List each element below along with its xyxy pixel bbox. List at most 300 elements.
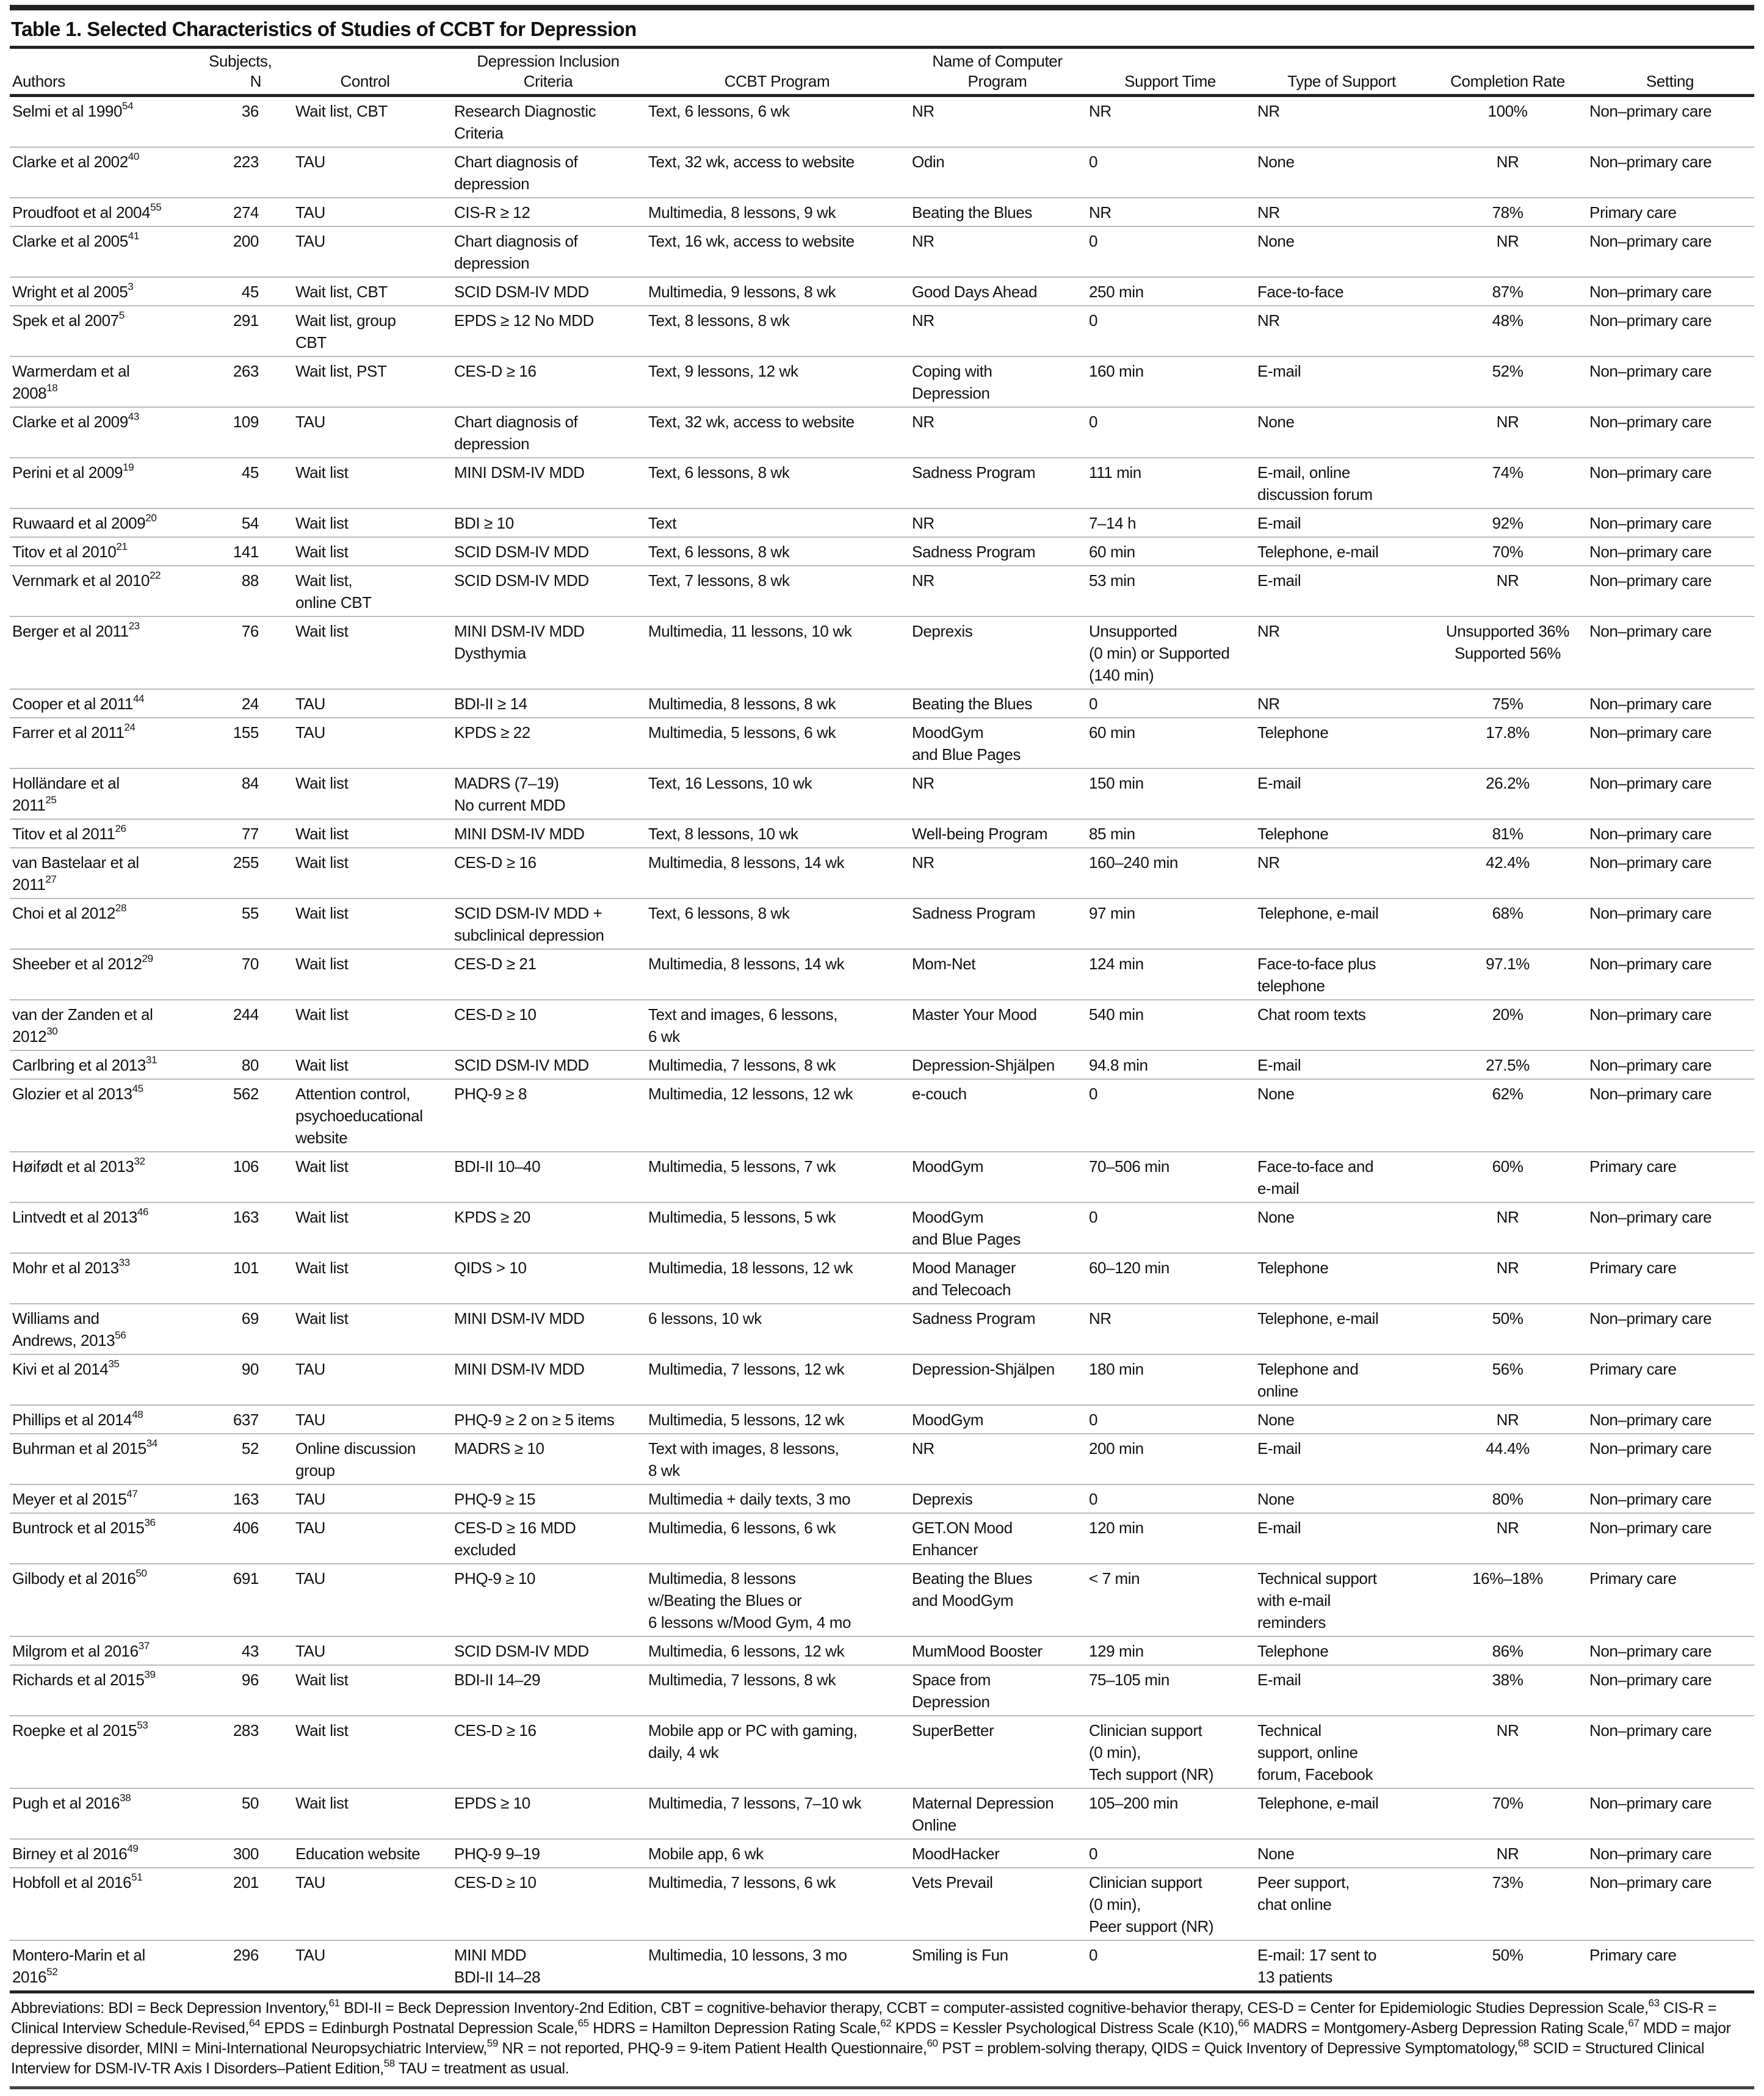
program-name-cell: Sadness Program	[909, 458, 1086, 508]
ccbt-program-cell: Mobile app, 6 wk	[646, 1839, 909, 1868]
author-name: Gilbody et al 2016	[12, 1569, 136, 1588]
authors-cell	[10, 1839, 206, 1868]
control-cell: Wait list	[280, 458, 452, 508]
reference-number: 23	[128, 620, 140, 632]
footnote-text: KPDS = Kessler Psychological Distress Scale (K10),	[891, 2020, 1238, 2037]
support-type-cell: Face-to-face	[1255, 277, 1430, 306]
authors-cell	[10, 1434, 206, 1484]
support-time-cell: 0	[1086, 407, 1255, 458]
setting-cell: Primary care	[1587, 1152, 1754, 1202]
ccbt-program-cell: Multimedia, 6 lessons, 6 wk	[646, 1513, 909, 1564]
support-time-cell: < 7 min	[1086, 1564, 1255, 1636]
support-time-cell: 129 min	[1086, 1636, 1255, 1665]
reference-number: 44	[132, 693, 145, 705]
control-cell: Wait list, PST	[280, 356, 452, 407]
subjects-n-cell: 223	[206, 147, 280, 198]
authors-cell	[10, 96, 206, 148]
support-time-cell: 53 min	[1086, 566, 1255, 616]
inclusion-criteria-cell: SCID DSM-IV MDD + subclinical depression	[452, 898, 646, 949]
reference-number: 19	[123, 461, 134, 474]
control-cell: TAU	[280, 1868, 452, 1940]
top-rule	[10, 5, 1754, 10]
ccbt-program-cell: Text with images, 8 lessons, 8 wk	[646, 1434, 909, 1484]
inclusion-criteria-cell: EPDS ≥ 10	[452, 1788, 646, 1839]
support-time-cell: 0	[1086, 147, 1255, 198]
author-name: Titov et al 2010	[12, 543, 117, 561]
completion-rate-cell: Unsupported 36% Supported 56%	[1430, 616, 1587, 689]
authors-cell	[10, 1636, 206, 1665]
ccbt-program-cell: Multimedia, 11 lessons, 10 wk	[646, 616, 909, 689]
setting-cell: Non–primary care	[1587, 1788, 1754, 1839]
support-type-cell: Telephone	[1255, 1636, 1430, 1665]
inclusion-criteria-cell: BDI-II 10–40	[452, 1152, 646, 1202]
subjects-n-cell: 255	[206, 848, 280, 898]
control-cell: TAU	[280, 147, 452, 198]
authors-cell	[10, 1868, 206, 1940]
author-name: Williams and Andrews, 2013	[12, 1309, 115, 1350]
author-name: Montero-Marin et al 2016	[12, 1946, 145, 1986]
author-name: Clarke et al 2009	[12, 413, 128, 431]
inclusion-criteria-cell: BDI-II 14–29	[452, 1665, 646, 1716]
subjects-n-cell: 88	[206, 566, 280, 616]
subjects-n-cell: 69	[206, 1304, 280, 1354]
ccbt-program-cell: Multimedia, 8 lessons, 9 wk	[646, 198, 909, 226]
table-row	[10, 147, 1754, 198]
authors-cell	[10, 277, 206, 306]
reference-number: 37	[138, 1640, 150, 1652]
reference-number: 27	[45, 873, 57, 886]
setting-cell: Non–primary care	[1587, 1304, 1754, 1354]
reference-number: 51	[131, 1871, 143, 1884]
subjects-n-cell: 263	[206, 356, 280, 407]
table-row	[10, 718, 1754, 768]
table-row	[10, 198, 1754, 226]
setting-cell: Non–primary care	[1587, 566, 1754, 616]
authors-cell	[10, 1716, 206, 1788]
footnote-reference: 58	[383, 2057, 395, 2069]
support-type-cell: Telephone, e-mail	[1255, 1788, 1430, 1839]
author-name: Farrer et al 2011	[12, 723, 125, 742]
authors-cell	[10, 898, 206, 949]
support-type-cell: Telephone	[1255, 819, 1430, 848]
authors-cell	[10, 1079, 206, 1152]
table-row	[10, 1405, 1754, 1434]
authors-cell	[10, 198, 206, 226]
header-row	[10, 49, 1754, 96]
author-name: Warmerdam et al 2008	[12, 362, 130, 402]
program-name-cell: MumMood Booster	[909, 1636, 1086, 1665]
table-row	[10, 1868, 1754, 1940]
support-type-cell: Technical support, online forum, Facebook	[1255, 1716, 1430, 1788]
reference-number: 24	[124, 721, 136, 734]
reference-number: 40	[128, 151, 139, 163]
table-row	[10, 848, 1754, 898]
authors-cell	[10, 537, 206, 566]
ccbt-program-cell: Text	[646, 508, 909, 537]
author-name: Milgrom et al 2016	[12, 1642, 139, 1660]
support-type-cell: Telephone, e-mail	[1255, 537, 1430, 566]
header-criteria: Depression Inclusion Criteria	[452, 49, 646, 96]
support-type-cell: None	[1255, 226, 1430, 277]
subjects-n-cell: 291	[206, 306, 280, 356]
table-row	[10, 1079, 1754, 1152]
subjects-n-cell: 300	[206, 1839, 280, 1868]
ccbt-program-cell: Multimedia, 7 lessons, 7–10 wk	[646, 1788, 909, 1839]
control-cell: TAU	[280, 198, 452, 226]
footnote-reference: 68	[1517, 2037, 1529, 2049]
setting-cell: Primary care	[1587, 1253, 1754, 1304]
completion-rate-cell: NR	[1430, 566, 1587, 616]
completion-rate-cell: 48%	[1430, 306, 1587, 356]
control-cell: Wait list, group CBT	[280, 306, 452, 356]
setting-cell: Non–primary care	[1587, 356, 1754, 407]
setting-cell: Non–primary care	[1587, 537, 1754, 566]
setting-cell: Primary care	[1589, 1946, 1677, 1964]
completion-rate-cell: 17.8%	[1430, 718, 1587, 768]
completion-rate-cell: 38%	[1430, 1665, 1587, 1716]
support-time-cell: 0	[1086, 689, 1255, 718]
support-time-cell: Unsupported (0 min) or Supported (140 min)	[1086, 616, 1255, 689]
support-time-cell: 0	[1086, 1839, 1255, 1868]
support-time-cell: 250 min	[1086, 277, 1255, 306]
author-name: van der Zanden et al 2012	[12, 1005, 153, 1046]
control-cell: Wait list	[280, 848, 452, 898]
author-name: Carlbring et al 2013	[12, 1056, 146, 1074]
author-name: Titov et al 2011	[12, 825, 115, 843]
table-row	[10, 1940, 1754, 1990]
setting-cell: Non–primary care	[1587, 407, 1754, 458]
support-type-cell: NR	[1255, 198, 1430, 226]
setting-cell: Non–primary care	[1587, 306, 1754, 356]
table-body	[10, 96, 1754, 1991]
author-name: Berger et al 2011	[12, 622, 129, 640]
subjects-n-cell: 24	[206, 689, 280, 718]
reference-number: 3	[128, 281, 134, 293]
support-time-cell: 160–240 min	[1086, 848, 1255, 898]
table-row	[10, 819, 1754, 848]
authors-cell	[10, 407, 206, 458]
header-program: CCBT Program	[646, 49, 909, 96]
inclusion-criteria-cell: KPDS ≥ 22	[452, 718, 646, 768]
ccbt-program-cell: Text, 16 wk, access to website	[646, 226, 909, 277]
ccbt-program-cell: Multimedia, 7 lessons, 8 wk	[646, 1050, 909, 1079]
support-type-cell: None	[1255, 1079, 1430, 1152]
author-name: Wright et al 2005	[12, 283, 128, 301]
table-row	[10, 768, 1754, 819]
authors-cell	[10, 1405, 206, 1434]
footnote-text: BDI-II = Beck Depression Inventory-2nd Edition, CBT = cognitive-behavior therapy, CCBT = computer-assisted cognitive-behavior therapy, CES-D = Center for Epidemiologic Studies Depression Scale,	[339, 2000, 1649, 2017]
program-name-cell: Coping with Depression	[909, 356, 1086, 407]
program-name-cell: NR	[909, 508, 1086, 537]
reference-number: 35	[108, 1358, 120, 1370]
completion-rate-cell: 92%	[1430, 508, 1587, 537]
inclusion-criteria-cell: Chart diagnosis of depression	[452, 226, 646, 277]
authors-cell	[10, 147, 206, 198]
completion-rate-cell: NR	[1430, 1405, 1587, 1434]
inclusion-criteria-cell: SCID DSM-IV MDD	[452, 1636, 646, 1665]
reference-number: 50	[136, 1567, 147, 1580]
completion-rate-cell: 27.5%	[1430, 1050, 1587, 1079]
support-time-cell: 0	[1086, 226, 1255, 277]
setting-cell: Non–primary care	[1587, 1665, 1754, 1716]
authors-cell	[10, 1152, 206, 1202]
subjects-n-cell: 55	[206, 898, 280, 949]
authors-cell	[10, 1564, 206, 1636]
support-type-cell: Telephone	[1255, 718, 1430, 768]
setting-cell: Non–primary care	[1587, 768, 1754, 819]
reference-number: 36	[144, 1517, 156, 1529]
support-type-cell: Face-to-face and e-mail	[1255, 1152, 1430, 1202]
reference-number: 20	[145, 512, 157, 524]
program-name-cell: Odin	[909, 147, 1086, 198]
control-cell: Wait list	[280, 1253, 452, 1304]
table-row	[10, 566, 1754, 616]
program-name-cell: Space from Depression	[909, 1665, 1086, 1716]
author-name: Clarke et al 2002	[12, 153, 128, 171]
control-cell: Attention control, psychoeducational website	[280, 1079, 452, 1152]
table-row	[10, 96, 1754, 148]
ccbt-program-cell: Text, 6 lessons, 8 wk	[646, 898, 909, 949]
program-name-cell: Good Days Ahead	[909, 277, 1086, 306]
table-row	[10, 277, 1754, 306]
support-time-cell: 540 min	[1086, 1000, 1255, 1050]
subjects-n-cell: 36	[206, 96, 280, 148]
inclusion-criteria-cell: BDI-II ≥ 14	[452, 689, 646, 718]
subjects-n-cell: 43	[206, 1636, 280, 1665]
completion-rate-cell: 50%	[1430, 1304, 1587, 1354]
setting-cell: Non–primary care	[1587, 1434, 1754, 1484]
reference-number: 33	[118, 1257, 130, 1269]
control-cell: Education website	[280, 1839, 452, 1868]
ccbt-program-cell: Text, 9 lessons, 12 wk	[646, 356, 909, 407]
support-time-cell: NR	[1086, 96, 1255, 148]
program-name-cell: Depression-Shjälpen	[909, 1354, 1086, 1405]
authors-cell	[10, 689, 206, 718]
completion-rate-cell: 73%	[1430, 1868, 1587, 1940]
support-time-cell: 85 min	[1086, 819, 1255, 848]
program-name-cell: NR	[909, 848, 1086, 898]
support-type-cell: None	[1255, 1839, 1430, 1868]
setting-cell: Primary care	[1587, 198, 1754, 226]
support-time-cell: 160 min	[1086, 356, 1255, 407]
control-cell: Wait list	[280, 1716, 452, 1788]
completion-rate-cell: 80%	[1430, 1484, 1587, 1513]
program-name-cell: NR	[909, 96, 1086, 148]
footnote-text: TAU = treatment as usual.	[394, 2060, 569, 2077]
setting-cell: Non–primary care	[1587, 458, 1754, 508]
control-cell: Wait list	[280, 616, 452, 689]
table-row	[10, 1000, 1754, 1050]
subjects-n-cell: 45	[206, 458, 280, 508]
authors-cell	[10, 1253, 206, 1304]
authors-cell	[10, 1665, 206, 1716]
ccbt-program-cell: Multimedia, 6 lessons, 12 wk	[646, 1636, 909, 1665]
program-name-cell: NR	[909, 1434, 1086, 1484]
support-type-cell: E-mail: 17 sent to 13 patients	[1257, 1946, 1377, 1986]
reference-number: 30	[46, 1025, 58, 1038]
table-row	[10, 508, 1754, 537]
support-type-cell: E-mail	[1255, 1665, 1430, 1716]
reference-number: 29	[142, 953, 153, 965]
setting-cell: Non–primary care	[1587, 1484, 1754, 1513]
table-row	[10, 1434, 1754, 1484]
support-type-cell: None	[1255, 1484, 1430, 1513]
control-cell: Wait list	[280, 1000, 452, 1050]
support-type-cell: E-mail, online discussion forum	[1255, 458, 1430, 508]
control-cell: Wait list	[280, 537, 452, 566]
inclusion-criteria-cell: SCID DSM-IV MDD	[452, 1050, 646, 1079]
control-cell: Wait list, CBT	[280, 96, 452, 148]
support-time-cell: 0	[1086, 1079, 1255, 1152]
completion-rate-cell: NR	[1430, 1513, 1587, 1564]
footnote-reference: 61	[328, 1997, 340, 2009]
subjects-n-cell: 96	[206, 1665, 280, 1716]
support-type-cell: Technical support with e-mail reminders	[1255, 1564, 1430, 1636]
subjects-n-cell: 45	[206, 277, 280, 306]
support-type-cell: None	[1255, 1202, 1430, 1253]
control-cell: Wait list	[280, 1050, 452, 1079]
support-type-cell: NR	[1255, 306, 1430, 356]
author-name: Cooper et al 2011	[12, 695, 133, 713]
ccbt-program-cell: Text, 8 lessons, 8 wk	[646, 306, 909, 356]
table-row	[10, 1484, 1754, 1513]
footnote-reference: 66	[1238, 2017, 1249, 2029]
authors-cell	[10, 458, 206, 508]
setting-cell: Non–primary care	[1587, 1000, 1754, 1050]
control-cell: Wait list	[280, 1665, 452, 1716]
support-time-cell: 124 min	[1086, 949, 1255, 1000]
subjects-n-cell: 84	[206, 768, 280, 819]
completion-rate-cell: NR	[1430, 1839, 1587, 1868]
program-name-cell: Beating the Blues and MoodGym	[909, 1564, 1086, 1636]
program-name-cell: Sadness Program	[909, 537, 1086, 566]
program-name-cell: Sadness Program	[909, 1304, 1086, 1354]
table-row	[10, 1636, 1754, 1665]
support-time-cell: 120 min	[1086, 1513, 1255, 1564]
author-name: Phillips et al 2014	[12, 1411, 132, 1429]
author-name: Høifødt et al 2013	[12, 1157, 134, 1176]
author-name: Selmi et al 1990	[12, 102, 123, 120]
subjects-n-cell: 52	[206, 1434, 280, 1484]
control-cell: TAU	[280, 1636, 452, 1665]
subjects-n-cell: 106	[206, 1152, 280, 1202]
ccbt-program-cell: Text and images, 6 lessons, 6 wk	[646, 1000, 909, 1050]
setting-cell: Non–primary care	[1587, 819, 1754, 848]
program-name-cell: NR	[909, 768, 1086, 819]
reference-number: 53	[137, 1719, 148, 1732]
control-cell: Wait list	[280, 1152, 452, 1202]
program-name-cell: Beating the Blues	[909, 198, 1086, 226]
ccbt-program-cell: Multimedia, 5 lessons, 6 wk	[646, 718, 909, 768]
table-row	[10, 1564, 1754, 1636]
author-name: Vernmark et al 2010	[12, 571, 150, 590]
completion-rate-cell: 75%	[1430, 689, 1587, 718]
completion-rate-cell: 86%	[1430, 1636, 1587, 1665]
authors-cell	[10, 718, 206, 768]
inclusion-criteria-cell: EPDS ≥ 12 No MDD	[452, 306, 646, 356]
subjects-n-cell: 163	[206, 1484, 280, 1513]
author-name: Kivi et al 2014	[12, 1360, 109, 1378]
table-row	[10, 458, 1754, 508]
table-row	[10, 407, 1754, 458]
footnote-text: HDRS = Hamilton Depression Rating Scale,	[588, 2020, 881, 2037]
setting-cell: Non–primary care	[1587, 718, 1754, 768]
inclusion-criteria-cell: CES-D ≥ 10	[452, 1868, 646, 1940]
reference-number: 31	[145, 1054, 157, 1066]
author-name: Pugh et al 2016	[12, 1794, 120, 1812]
authors-cell	[10, 306, 206, 356]
support-type-cell: Face-to-face plus telephone	[1255, 949, 1430, 1000]
authors-cell	[10, 1354, 206, 1405]
setting-cell: Non–primary care	[1587, 949, 1754, 1000]
table-row	[10, 1050, 1754, 1079]
subjects-n-cell: 50	[206, 1788, 280, 1839]
completion-rate-cell: NR	[1430, 1716, 1587, 1788]
table-row	[10, 1716, 1754, 1788]
authors-cell	[10, 1050, 206, 1079]
setting-cell: Non–primary care	[1587, 1636, 1754, 1665]
program-name-cell: Maternal Depression Online	[909, 1788, 1086, 1839]
inclusion-criteria-cell: PHQ-9 ≥ 10	[452, 1564, 646, 1636]
authors-cell	[10, 1513, 206, 1564]
subjects-n-cell: 155	[206, 718, 280, 768]
subjects-n-cell: 406	[206, 1513, 280, 1564]
header-completion: Completion Rate	[1430, 49, 1587, 96]
header-support-type: Type of Support	[1255, 49, 1430, 96]
reference-number: 34	[146, 1437, 157, 1450]
table-row	[10, 1788, 1754, 1839]
ccbt-program-cell: Text, 7 lessons, 8 wk	[646, 566, 909, 616]
footnote-reference: 65	[577, 2017, 589, 2029]
ccbt-program-cell: Text, 8 lessons, 10 wk	[646, 819, 909, 848]
program-name-cell: Deprexis	[909, 616, 1086, 689]
inclusion-criteria-cell: CES-D ≥ 16 MDD excluded	[452, 1513, 646, 1564]
table-row	[10, 1202, 1754, 1253]
control-cell: Online discussion group	[280, 1434, 452, 1484]
subjects-n-cell: 244	[206, 1000, 280, 1050]
reference-number: 5	[118, 309, 125, 322]
inclusion-criteria-cell: MINI DSM-IV MDD	[452, 1354, 646, 1405]
ccbt-program-cell: Text, 32 wk, access to website	[646, 407, 909, 458]
footnote-reference: 60	[927, 2037, 938, 2049]
footnote-text: PST = problem-solving therapy, QIDS = Quick Inventory of Depressive Symptomatology,	[938, 2040, 1518, 2057]
reference-number: 55	[150, 201, 162, 214]
setting-cell: Primary care	[1587, 1564, 1754, 1636]
setting-cell: Primary care	[1587, 1354, 1754, 1405]
control-cell: TAU	[280, 1513, 452, 1564]
authors-cell	[10, 1304, 206, 1354]
support-time-cell: 150 min	[1086, 768, 1255, 819]
reference-number: 25	[45, 794, 57, 806]
control-cell: Wait list	[280, 898, 452, 949]
completion-rate-cell: 70%	[1430, 1788, 1587, 1839]
ccbt-program-cell: Mobile app or PC with gaming, daily, 4 wk	[646, 1716, 909, 1788]
ccbt-program-cell: Multimedia, 5 lessons, 12 wk	[646, 1405, 909, 1434]
completion-rate-cell: 42.4%	[1430, 848, 1587, 898]
table-row	[10, 1354, 1754, 1405]
program-name-cell: Depression-Shjälpen	[909, 1050, 1086, 1079]
reference-number: 39	[144, 1669, 156, 1681]
setting-cell: Non–primary care	[1587, 898, 1754, 949]
program-name-cell: MoodHacker	[909, 1839, 1086, 1868]
ccbt-program-cell: Multimedia + daily texts, 3 mo	[646, 1484, 909, 1513]
inclusion-criteria-cell: MINI DSM-IV MDD	[452, 458, 646, 508]
authors-cell	[10, 508, 206, 537]
support-type-cell: E-mail	[1255, 1050, 1430, 1079]
subjects-n-cell: 141	[206, 537, 280, 566]
inclusion-criteria-cell: SCID DSM-IV MDD	[452, 277, 646, 306]
setting-cell: Non–primary care	[1587, 96, 1754, 148]
